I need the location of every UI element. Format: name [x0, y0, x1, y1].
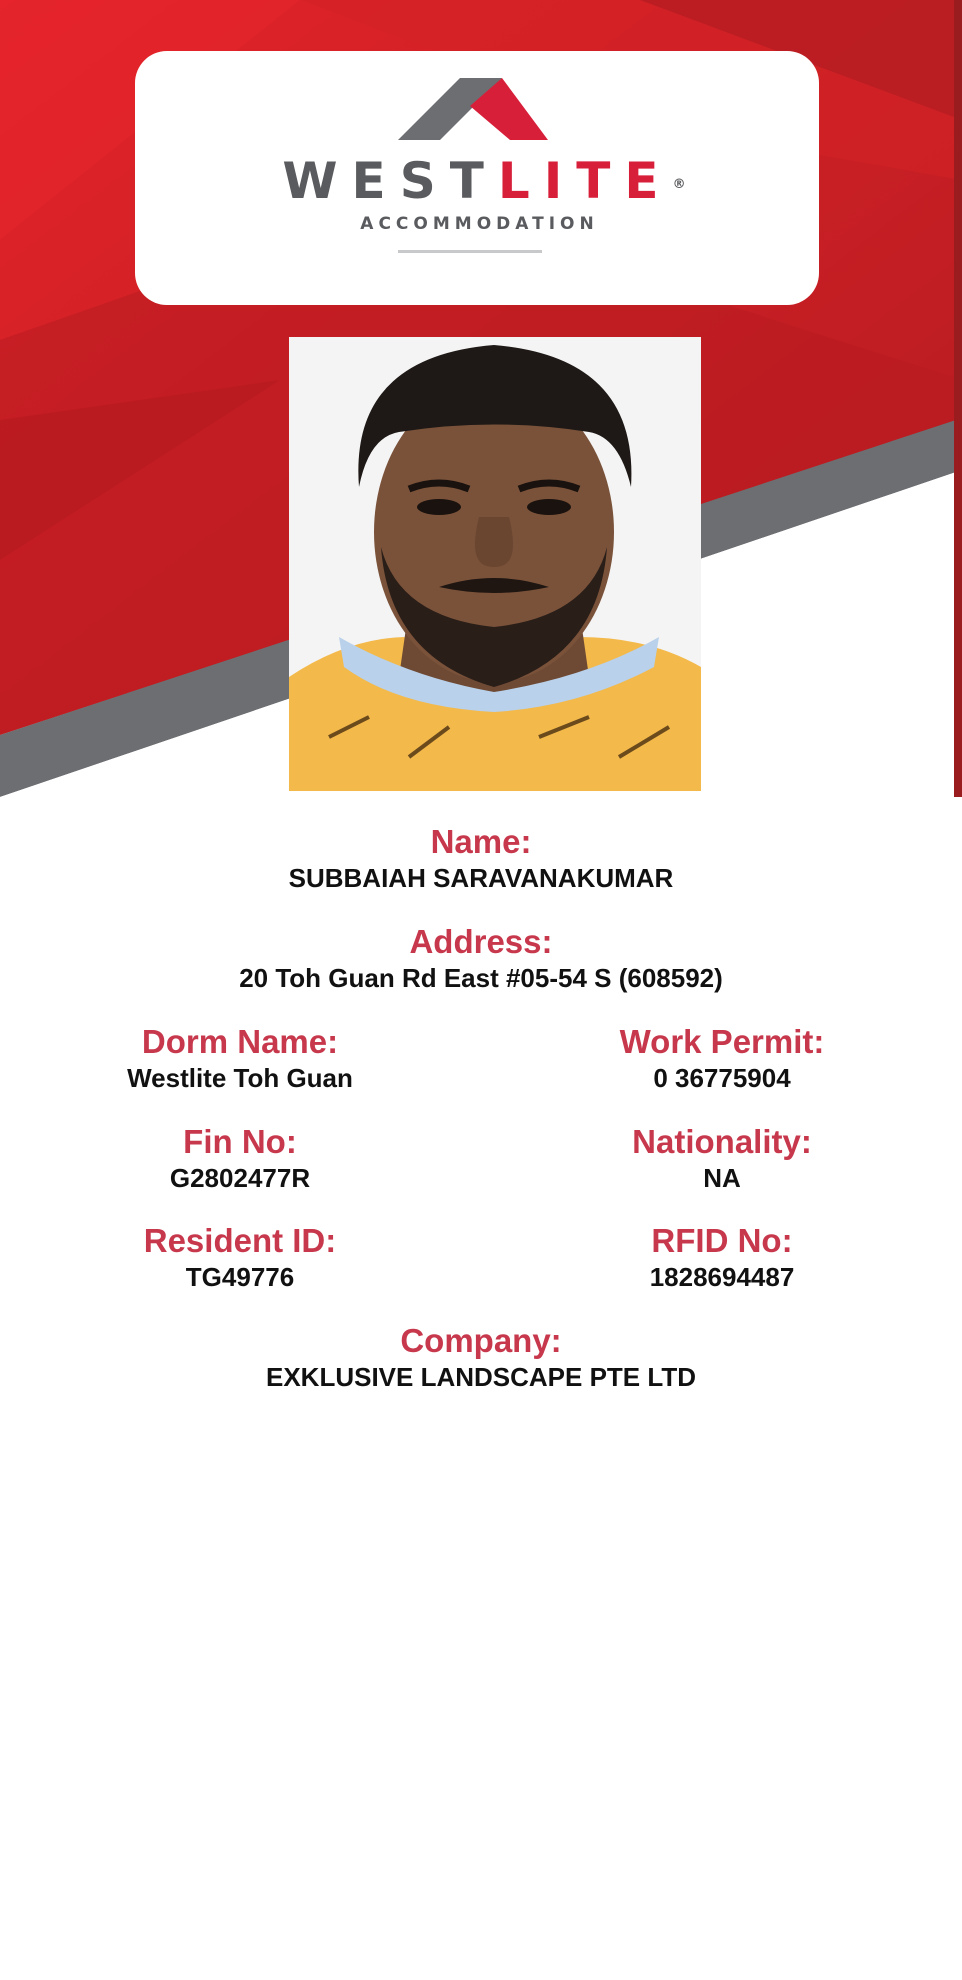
brand-word-west: WEST [282, 152, 498, 210]
field-fin-no [40, 1123, 440, 1194]
brand-underline [398, 250, 542, 253]
field-dorm-name [40, 1023, 440, 1094]
fin-no-value: G2802477R [169, 1163, 311, 1193]
company-value: EXKLUSIVE LANDSCAPE PTE LTD [265, 1362, 696, 1392]
field-resident-id [40, 1222, 440, 1293]
brand-subtitle: ACCOMMODATION [360, 214, 599, 234]
resident-id-value: TG49776 [185, 1262, 295, 1292]
name-label: Name: [430, 823, 532, 860]
work-permit-value: 0 36775904 [653, 1063, 791, 1093]
registered-mark: ® [672, 177, 686, 192]
fin-no-label: Fin No: [183, 1123, 297, 1160]
rfid-no-value: 1828694487 [649, 1262, 795, 1292]
brand-wordmark [135, 151, 819, 211]
dorm-name-value: Westlite Toh Guan [127, 1063, 353, 1093]
name-value: SUBBAIAH SARAVANAKUMAR [288, 863, 674, 893]
field-work-permit [522, 1023, 922, 1094]
address-label: Address: [409, 923, 553, 960]
logo-card [135, 51, 819, 305]
field-company [0, 1322, 962, 1393]
field-nationality [522, 1123, 922, 1194]
roof-logo-icon [398, 78, 548, 140]
work-permit-label: Work Permit: [619, 1023, 825, 1060]
nationality-value: NA [703, 1163, 741, 1193]
portrait-illustration [289, 337, 701, 791]
field-name [0, 823, 962, 894]
field-address [0, 923, 962, 994]
header-right-edge [954, 0, 962, 797]
resident-id-label: Resident ID: [143, 1222, 337, 1259]
field-rfid-no [522, 1222, 922, 1293]
dorm-name-label: Dorm Name: [141, 1023, 339, 1060]
company-label: Company: [400, 1322, 562, 1359]
portrait-photo [289, 337, 701, 791]
address-value: 20 Toh Guan Rd East #05-54 S (608592) [239, 963, 723, 993]
rfid-no-label: RFID No: [651, 1222, 793, 1259]
brand-word-lite: LITE [497, 152, 673, 210]
nationality-label: Nationality: [632, 1123, 812, 1160]
